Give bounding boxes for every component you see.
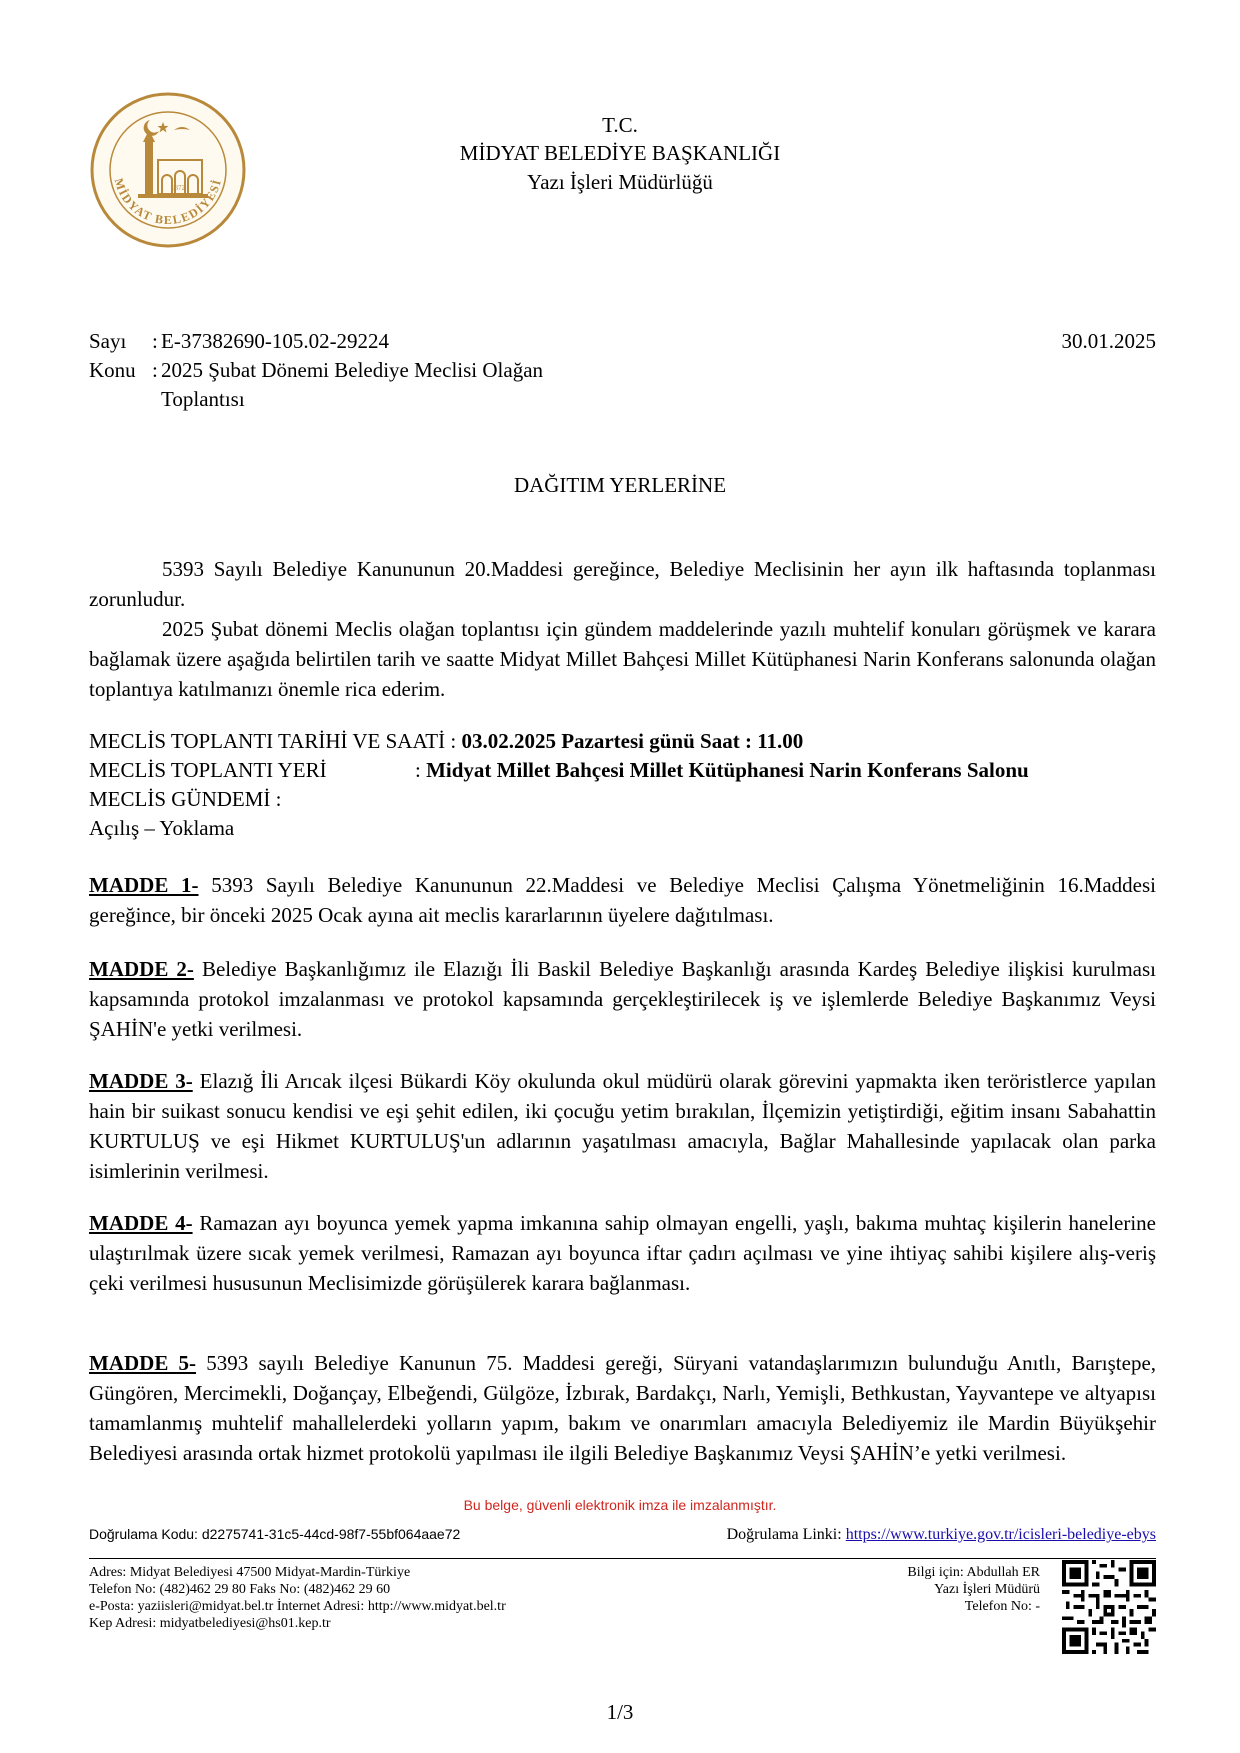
footer-kep: Kep Adresi: midyatbelediyesi@hs01.kep.tr [89,1616,331,1631]
agenda-item-label: MADDE 2- [89,957,194,981]
konu-value-cont: Toplantısı [161,387,245,411]
agenda-item-label: MADDE 1- [89,873,199,897]
agenda-item-2 [89,954,1156,1044]
agenda-item-label: MADDE 5- [89,1351,197,1375]
footer-info-phone: Telefon No: - [964,1599,1040,1614]
verification-link-label: Doğrulama Linki: [726,1526,846,1543]
verification-link-url[interactable]: https://www.turkiye.gov.tr/icisleri-belediye-ebys [845,1526,1156,1543]
agenda-item-text: Elazığ İli Arıcak ilçesi Bükardi Köy okulunda okul müdürü olarak görevini yapmakta iken teröristlerce yapılan hain bir suikast sonucu kendisi ve eşi şehit edilen, iki çocuğu yetim bırakılan, İlçemizin yetiştirdiği, eğitim insanı Sabahattin KURTULUŞ ve eşi Hikmet KURTULUŞ'un adlarının yaşatılması amacıyla, Bağlar Mahallesinde yapılacak olan parka isimlerinin verilmesi. [89,1069,1156,1183]
meeting-date-line [89,727,803,756]
footer-info-title: Yazı İşleri Müdürü [934,1582,1040,1597]
header-department: Yazı İşleri Müdürlüğü [527,170,713,194]
footer-email: e-Posta: yaziisleri@midyat.bel.tr İnternet Adresi: http://www.midyat.bel.tr [89,1599,506,1614]
logo-year: 1872 [171,184,185,192]
sayi-value: E-37382690-105.02-29224 [161,329,390,353]
agenda-item-text: 5393 Sayılı Belediye Kanununun 22.Maddesi ve Belediye Meclisi Çalışma Yönetmeliğinin 16.Maddesi gereğince, bir önceki 2025 Ocak ayına ait meclis kararlarının üyelere dağıtılması. [89,873,1157,927]
meeting-place-label: MECLİS TOPLANTI YERİ [89,758,327,782]
header-institution: MİDYAT BELEDİYE BAŞKANLIĞI [459,141,781,165]
agenda-label: MECLİS GÜNDEMİ : [89,787,282,811]
esign-notice: Bu belge, güvenli elektronik imza ile imzalanmıştır. [463,1497,777,1513]
meeting-place-value: Midyat Millet Bahçesi Millet Kütüphanesi Narin Konferans Salonu [426,758,1029,782]
agenda-item-label: MADDE 3- [89,1069,193,1093]
verification-code-value: d2275741-31c5-44cd-98f7-55bf064aae72 [201,1526,461,1542]
colon: : [152,329,158,353]
body-paragraph-2: 2025 Şubat dönemi Meclis olağan toplantısı için gündem maddelerinde yazılı muhtelif konuları görüşmek ve karara bağlamak üzere aşağıda belirtilen tarih ve saatte Midyat Millet Bahçesi Millet Kütüphanesi Narin Konferans salonunda olağan toplantıya katılmanızı önemle rica ederim. [89,617,1156,701]
footer-divider [89,1558,1156,1559]
agenda-item-text: 5393 sayılı Belediye Kanunun 75. Maddesi gereği, Süryani vatandaşlarımızın bulunduğu Anıtlı, Barıştepe, Güngören, Mercimekli, Doğançay, Elbeğendi, Gülgöze, İzbırak, Bardakçı, Narlı, Yemişli, Bethkustan, Yayvantepe ve altyapısı tamamlanmış muhtelif mahallelerdeki yolların yapım, bakım ve onarımları amacıyla Belediyemiz ile Mardin Büyükşehir Belediyesi arasında ortak hizmet protokolü yapılması ile ilgili Belediye Başkanımız Veysi ŞAHİN’e yetki verilmesi. [89,1351,1157,1465]
verification-code [89,1526,460,1542]
sayi-label: Sayı [89,329,127,353]
agenda-item-5 [89,1348,1156,1468]
document-date: 30.01.2025 [1061,329,1156,353]
konu-value: 2025 Şubat Dönemi Belediye Meclisi Olağan [161,358,544,382]
konu-label: Konu [89,358,136,382]
agenda-item-text: Ramazan ayı boyunca yemek yapma imkanına sahip olmayan engelli, yaşlı, bakıma muhtaç kişilerin hanelerine ulaştırılmak üzere sıcak yemek verilmesi, Ramazan ayı boyunca iftar çadırı açılması ve yine ihtiyaç sahibi kişilere alış-veriş çeki verilmesi hususunun Meclisimizde görüşülerek karara bağlanması. [89,1211,1157,1295]
logo-text: MİDYAT BELEDİYESİ [111,176,225,228]
body-paragraph-1: 5393 Sayılı Belediye Kanununun 20.Maddesi gereğince, Belediye Meclisinin her ayın ilk haftasında toplanması zorunludur. [89,557,1156,611]
header-tc: T.C. [602,113,638,137]
meeting-date-value: 03.02.2025 Pazartesi günü Saat : 11.00 [461,729,804,753]
qr-code [1062,1560,1156,1654]
verification-link [727,1526,1156,1544]
meeting-place-line [415,756,1029,785]
footer-phone: Telefon No: (482)462 29 80 Faks No: (482)462 29 60 [89,1582,391,1597]
agenda-item-label: MADDE 4- [89,1211,193,1235]
footer-info-contact: Bilgi için: Abdullah ER [907,1565,1040,1580]
agenda-opening: Açılış – Yoklama [89,816,235,840]
meeting-place-sep: : [415,758,427,782]
meeting-date-label: MECLİS TOPLANTI TARİHİ VE SAATİ : [89,729,462,753]
agenda-item-text: Belediye Başkanlığımız ile Elazığı İli Baskil Belediye Başkanlığı arasında Kardeş Belediye ilişkisi kurulması kapsamında protokol imzalanması ve protokol kapsamında gerçekleştirilecek iş ve işlemlerde Belediye Başkanımız Veysi ŞAHİN'e yetki verilmesi. [89,957,1156,1041]
agenda-item-1 [89,870,1156,930]
agenda-item-4 [89,1208,1156,1298]
agenda-item-3 [89,1066,1156,1186]
colon: : [152,358,158,382]
page-number: 1/3 [606,1700,634,1724]
recipient: DAĞITIM YERLERİNE [513,473,727,497]
verification-code-label: Doğrulama Kodu: [89,1526,202,1542]
footer-address: Adres: Midyat Belediyesi 47500 Midyat-Mardin-Türkiye [89,1565,411,1580]
